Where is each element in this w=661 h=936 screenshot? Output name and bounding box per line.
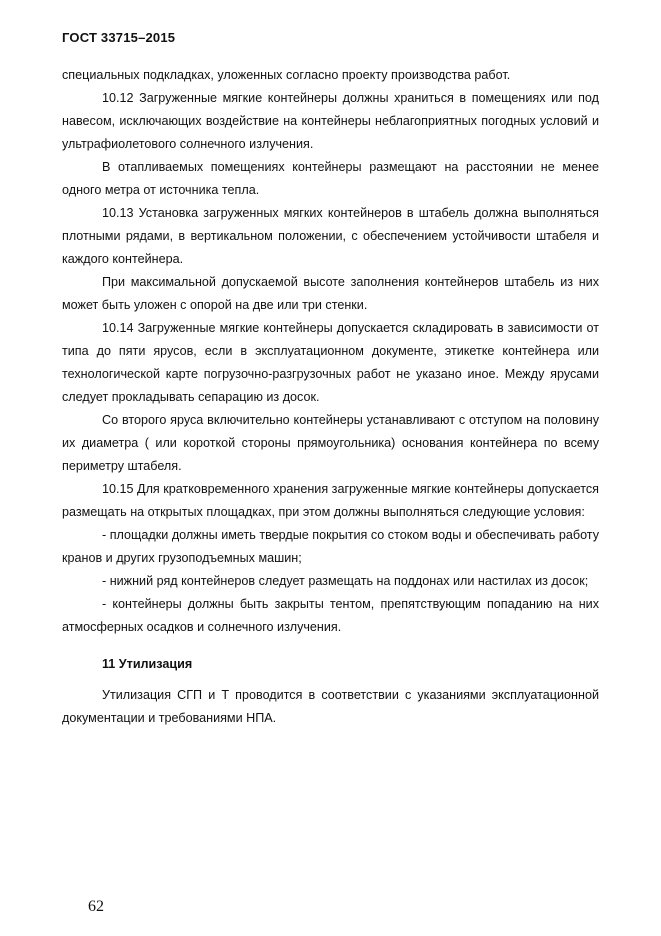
standard-code-header: ГОСТ 33715–2015	[62, 30, 176, 45]
paragraph-10-13: 10.13 Установка загруженных мягких контейнеров в штабель должна выполняться плотными рядами, в вертикальном положении, с обеспечением устойчивости штабеля и каждого контейнера.	[62, 206, 599, 266]
paragraph-10-12: 10.12 Загруженные мягкие контейнеры должны храниться в помещениях или под навесом, исключающих воздействие на контейнеры неблагоприятных погодных условий и ультрафиолетового солнечного излучения.	[62, 91, 599, 151]
document-body	[62, 64, 599, 730]
paragraph-continuation: специальных подкладках, уложенных согласно проекту производства работ.	[62, 68, 511, 82]
list-item-pallets: - нижний ряд контейнеров следует размещать на поддонах или настилах из досок;	[102, 574, 589, 588]
paragraph-second-tier: Со второго яруса включительно контейнеры устанавливают с отступом на половину их диаметра ( или короткой стороны прямоугольника) основания контейнера по всему периметру штабеля.	[62, 413, 599, 473]
paragraph-max-height: При максимальной допускаемой высоте заполнения контейнеров штабель из них может быть уложен с опорой на две или три стенки.	[62, 275, 599, 312]
paragraph-10-15: 10.15 Для кратковременного хранения загруженные мягкие контейнеры допускается размещать на открытых площадках, при этом должны выполняться следующие условия:	[62, 482, 599, 519]
list-item-tent: - контейнеры должны быть закрыты тентом, препятствующим попаданию на них атмосферных осадков и солнечного излучения.	[62, 597, 599, 634]
section-heading-disposal: 11 Утилизация	[102, 657, 193, 671]
list-item-hard-surface: - площадки должны иметь твердые покрытия со стоком воды и обеспечивать работу кранов и других грузоподъемных машин;	[62, 528, 599, 565]
paragraph-disposal: Утилизация СГП и Т проводится в соответствии с указаниями эксплуатационной документации и требованиями НПА.	[62, 688, 599, 725]
paragraph-heated-rooms: В отапливаемых помещениях контейнеры размещают на расстоянии не менее одного метра от источника тепла.	[62, 160, 599, 197]
paragraph-10-14: 10.14 Загруженные мягкие контейнеры допускается складировать в зависимости от типа до пяти ярусов, если в эксплуатационном документе, этикетке контейнера или технологической карте погрузочно-разгрузочных работ не указано иное. Между ярусами следует прокладывать сепарацию из досок.	[62, 321, 599, 404]
page-number: 62	[88, 898, 104, 915]
